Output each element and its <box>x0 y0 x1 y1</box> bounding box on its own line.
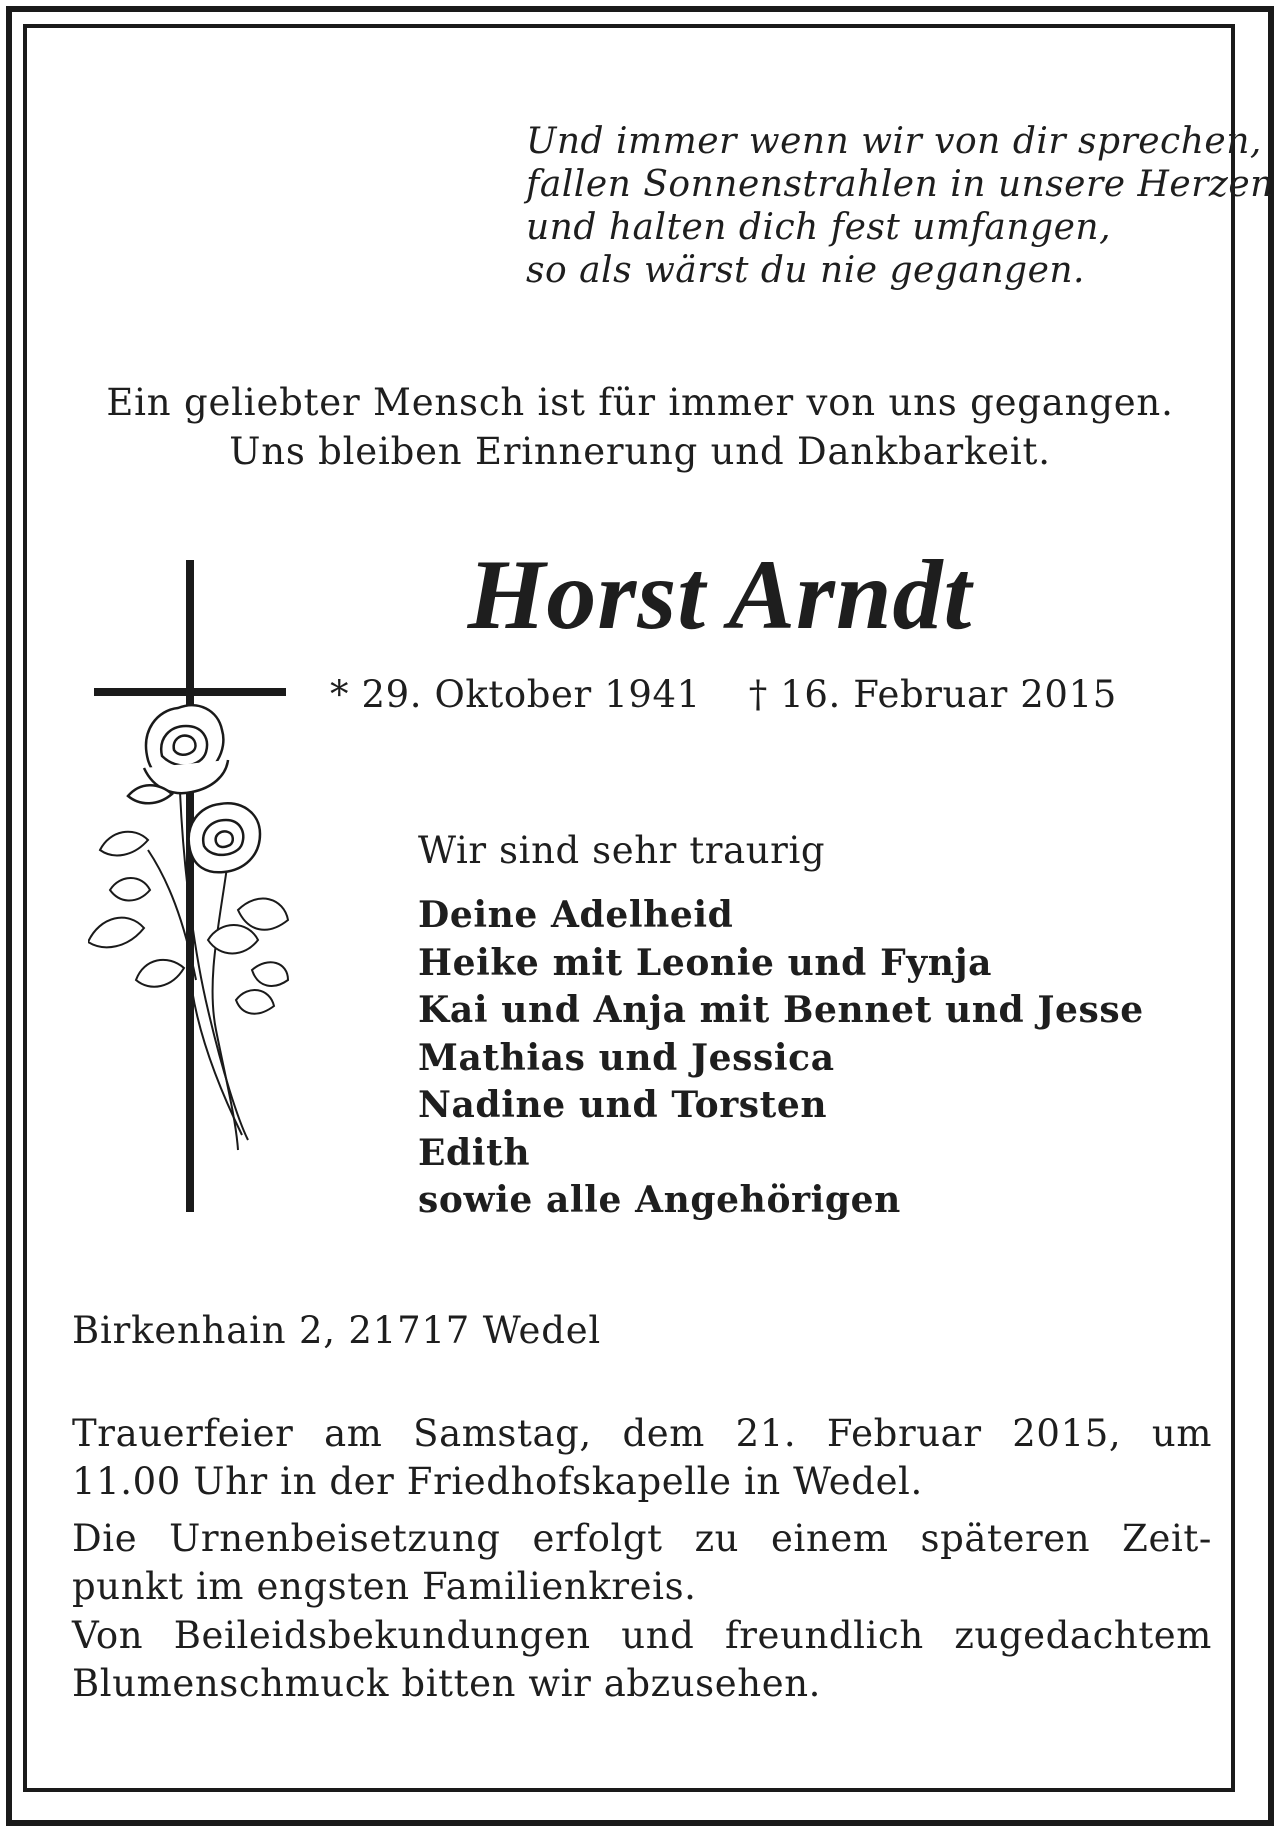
deceased-name: Horst Arndt <box>467 539 973 650</box>
flowers-notice <box>72 1612 1212 1708</box>
list-item: Mathias und Jessica <box>418 1036 835 1079</box>
poem-line: fallen Sonnenstrahlen in unsere Herzen <box>526 164 1274 205</box>
mourners-intro: Wir sind sehr traurig <box>418 829 826 872</box>
intro-line: Uns bleiben Erinnerung und Dankbarkeit. <box>229 430 1051 473</box>
funeral-line: Trauerfeier am Samstag, dem 21. Februar 2015, um <box>72 1412 1212 1455</box>
list-item: Kai und Anja mit Bennet und Jesse <box>418 989 1144 1031</box>
list-item: Deine Adelheid <box>418 894 734 936</box>
mourners-list <box>418 892 1144 1225</box>
list-item: Heike mit Leonie und Fynja <box>418 941 993 984</box>
funeral-notice <box>72 1410 1212 1506</box>
urn-line: Die Urnenbeisetzung erfolgt zu einem späteren Zeit- <box>72 1517 1212 1560</box>
cross-with-roses-icon <box>88 560 298 1220</box>
intro-text <box>0 378 1280 476</box>
death-date: † 16. Februar 2015 <box>748 673 1117 716</box>
poem-line: und halten dich fest umfangen, <box>526 207 1112 248</box>
address: Birkenhain 2, 21717 Wedel <box>72 1309 602 1352</box>
list-item: Edith <box>418 1131 531 1174</box>
list-item: sowie alle Angehörigen <box>418 1179 901 1221</box>
urn-line: punkt im engsten Familienkreis. <box>72 1565 697 1608</box>
flowers-line: Von Beileidsbekundungen und freundlich zugedachtem <box>72 1614 1212 1657</box>
urn-notice <box>72 1515 1212 1611</box>
list-item: Nadine und Torsten <box>418 1084 828 1126</box>
funeral-line: 11.00 Uhr in der Friedhofskapelle in Wedel. <box>72 1460 923 1503</box>
poem-line: so als wärst du nie gegangen. <box>526 250 1085 291</box>
flowers-line: Blumenschmuck bitten wir abzusehen. <box>72 1662 821 1705</box>
life-dates <box>330 672 1117 718</box>
birth-date: * 29. Oktober 1941 <box>330 673 701 716</box>
intro-line: Ein geliebter Mensch ist für immer von uns gegangen. <box>106 381 1174 424</box>
poem <box>526 120 1274 292</box>
poem-line: Und immer wenn wir von dir sprechen, <box>526 121 1262 162</box>
